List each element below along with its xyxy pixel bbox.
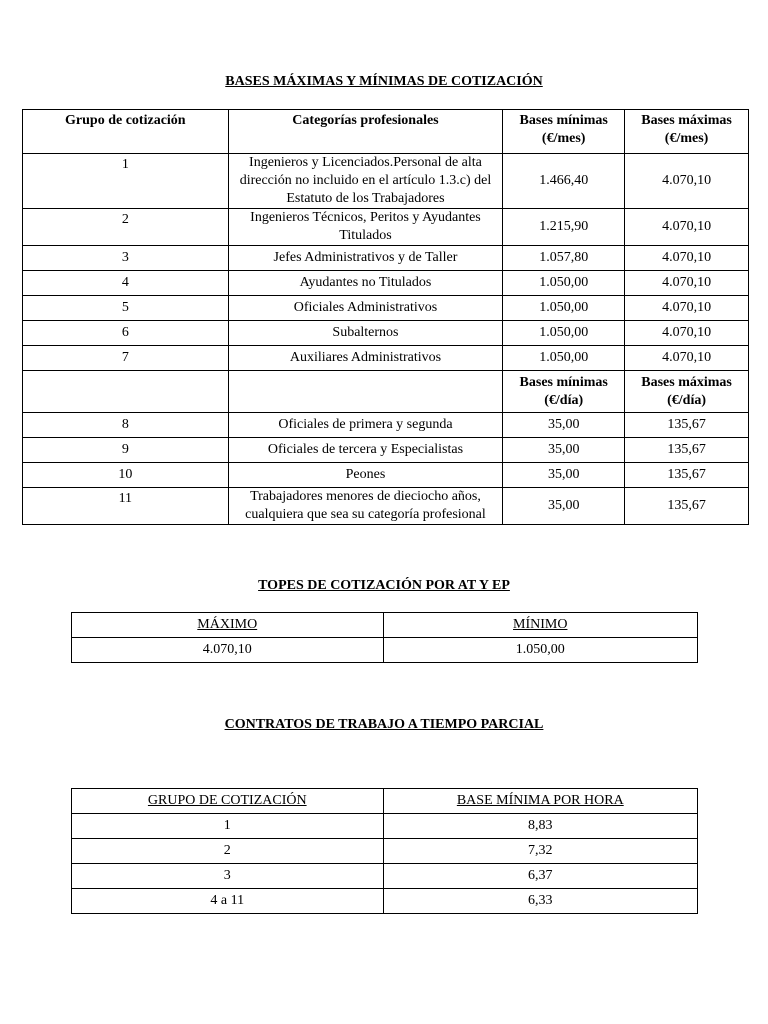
cell-grupo: 7 [23,346,229,371]
header-minimo: MÍNIMO [383,613,698,638]
cell-base-maxima: 135,67 [625,488,749,525]
table-row [23,246,749,271]
table-header-row [72,613,698,638]
header-bases-minimas-dia: Bases mínimas (€/día) [503,371,625,413]
table-row [72,839,698,864]
cell-grupo: 9 [23,438,229,463]
cell-base-maxima: 4.070,10 [625,346,749,371]
table-row [23,321,749,346]
cell-empty [23,371,229,413]
cell-base-minima: 1.050,00 [503,271,625,296]
cell-base-maxima: 135,67 [625,463,749,488]
cell-grupo: 10 [23,463,229,488]
cell-base-minima: 1.466,40 [503,154,625,209]
cell-categoria: Subalternos [228,321,503,346]
cell-base-minima: 35,00 [503,488,625,525]
header-bases-maximas-dia: Bases máximas (€/día) [625,371,749,413]
cell-categoria: Jefes Administrativos y de Taller [228,246,503,271]
cell-categoria: Oficiales de primera y segunda [228,413,503,438]
cell-base-hora: 6,37 [383,864,697,889]
cell-categoria: Oficiales Administrativos [228,296,503,321]
cell-grupo: 11 [23,488,229,525]
cell-grupo: 2 [23,209,229,246]
header-grupo: Grupo de cotización [23,110,229,154]
cell-grupo: 1 [72,814,384,839]
cell-base-minima: 1.215,90 [503,209,625,246]
title-topes-cotizacion: TOPES DE COTIZACIÓN POR AT Y EP [258,578,510,593]
cell-grupo: 3 [72,864,384,889]
table-row [23,296,749,321]
cell-base-hora: 7,32 [383,839,697,864]
cell-grupo: 5 [23,296,229,321]
table-row [23,154,749,209]
table-row [23,438,749,463]
table-row [23,488,749,525]
cell-grupo: 6 [23,321,229,346]
cell-categoria: Ayudantes no Titulados [228,271,503,296]
header-bases-minimas-mes: Bases mínimas (€/mes) [503,110,625,154]
cell-grupo: 4 a 11 [72,889,384,914]
cell-grupo: 4 [23,271,229,296]
table-row [72,638,698,663]
cell-categoria: Ingenieros Técnicos, Peritos y Ayudantes Titulados [228,209,503,246]
cell-base-maxima: 4.070,10 [625,321,749,346]
cell-base-hora: 6,33 [383,889,697,914]
header-base-minima-hora: BASE MÍNIMA POR HORA [383,789,697,814]
table-row [23,413,749,438]
cell-base-minima: 1.050,00 [503,296,625,321]
tiempo-parcial-table [71,788,698,914]
cell-base-maxima: 4.070,10 [625,209,749,246]
cell-grupo: 3 [23,246,229,271]
cell-categoria: Ingenieros y Licenciados.Personal de alta dirección no incluido en el artículo 1.3.c) del Estatuto de los Trabajadores [228,154,503,209]
bases-cotizacion-table [22,109,749,525]
table-row [23,271,749,296]
cell-base-maxima: 4.070,10 [625,271,749,296]
table-row [72,864,698,889]
cell-categoria: Peones [228,463,503,488]
table-subheader-row [23,371,749,413]
topes-cotizacion-table [71,612,698,663]
table-row [23,209,749,246]
header-categorias: Categorías profesionales [228,110,503,154]
table-row [72,889,698,914]
cell-base-maxima: 135,67 [625,438,749,463]
table-row [23,346,749,371]
table-header-row [23,110,749,154]
cell-grupo: 8 [23,413,229,438]
header-maximo: MÁXIMO [72,613,384,638]
cell-maximo: 4.070,10 [72,638,384,663]
cell-base-minima: 35,00 [503,438,625,463]
cell-base-maxima: 4.070,10 [625,296,749,321]
cell-base-minima: 35,00 [503,413,625,438]
cell-base-minima: 1.050,00 [503,321,625,346]
cell-base-minima: 1.057,80 [503,246,625,271]
cell-grupo: 2 [72,839,384,864]
cell-grupo: 1 [23,154,229,209]
table-row [23,463,749,488]
cell-categoria: Oficiales de tercera y Especialistas [228,438,503,463]
cell-base-hora: 8,83 [383,814,697,839]
cell-base-maxima: 4.070,10 [625,246,749,271]
header-grupo-cotizacion: GRUPO DE COTIZACIÓN [72,789,384,814]
header-bases-maximas-mes: Bases máximas (€/mes) [625,110,749,154]
title-contratos-parcial: CONTRATOS DE TRABAJO A TIEMPO PARCIAL [224,717,544,732]
cell-base-minima: 1.050,00 [503,346,625,371]
cell-categoria: Auxiliares Administrativos [228,346,503,371]
cell-categoria: Trabajadores menores de dieciocho años, cualquiera que sea su categoría profesional [228,488,503,525]
cell-minimo: 1.050,00 [383,638,698,663]
cell-base-minima: 35,00 [503,463,625,488]
cell-base-maxima: 135,67 [625,413,749,438]
table-header-row [72,789,698,814]
title-bases-cotizacion: BASES MÁXIMAS Y MÍNIMAS DE COTIZACIÓN [225,74,543,89]
table-row [72,814,698,839]
cell-base-maxima: 4.070,10 [625,154,749,209]
cell-empty [228,371,503,413]
